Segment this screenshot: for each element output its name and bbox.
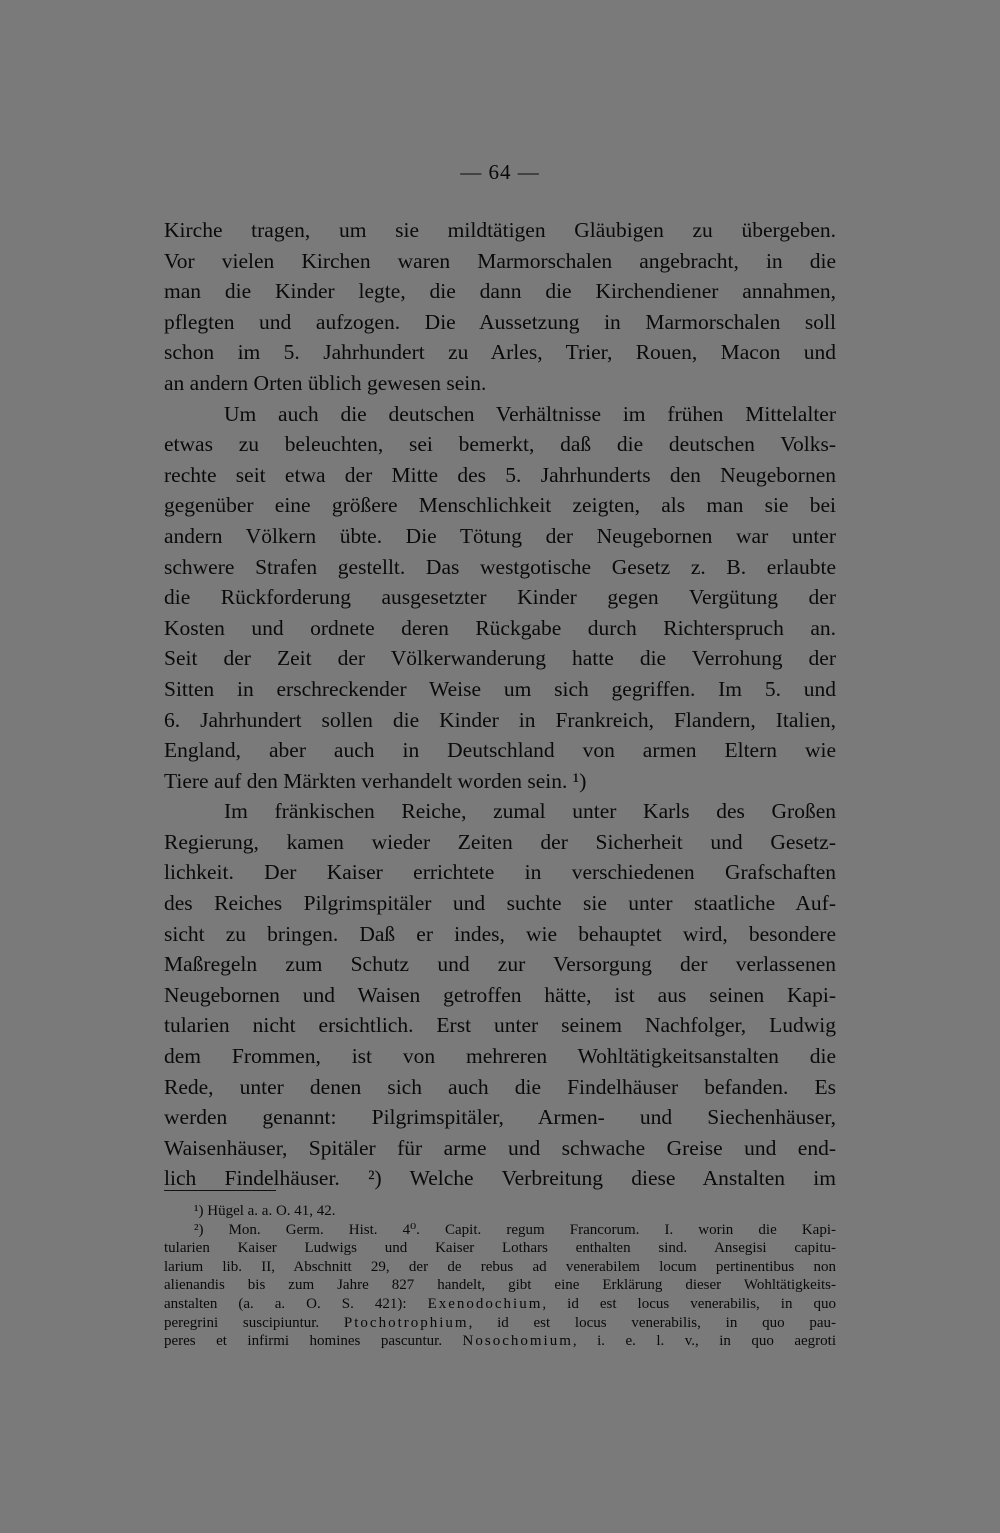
text-line: man die Kinder legte, die dann die Kirchendiener annahmen,	[164, 279, 836, 304]
text-line: dem Frommen, ist von mehreren Wohltätigkeitsanstalten die	[164, 1044, 836, 1069]
text-line: schon im 5. Jahrhundert zu Arles, Trier, Rouen, Macon und	[164, 340, 836, 365]
text-line: lichkeit. Der Kaiser errichtete in verschiedenen Grafschaften	[164, 860, 836, 885]
spaced-term: Ptochotrophium	[343, 1314, 469, 1331]
text-line: pflegten und aufzogen. Die Aussetzung in Marmorschalen soll	[164, 309, 836, 334]
text-line: schwere Strafen gestellt. Das westgotische Gesetz z. B. erlaubte	[164, 554, 836, 579]
footnote-2-line	[164, 1332, 836, 1351]
text-line: Vor vielen Kirchen waren Marmorschalen angebracht, in die	[164, 248, 836, 273]
footnotes	[164, 1202, 836, 1351]
footnote-text: peregrini suscipiuntur.	[164, 1314, 344, 1331]
text-line: die Rückforderung ausgesetzter Kinder gegen Vergütung der	[164, 585, 836, 610]
footnote-2-line	[164, 1314, 836, 1333]
text-line: Kosten und ordnete deren Rückgabe durch Richterspruch an.	[164, 615, 836, 640]
text-line: des Reiches Pilgrimspitäler und suchte sie unter staatliche Auf-	[164, 891, 836, 916]
spaced-term: Nosochomium	[462, 1333, 573, 1350]
text-line: werden genannt: Pilgrimspitäler, Armen- und Siechenhäuser,	[164, 1105, 836, 1130]
text-line: gegenüber eine größere Menschlichkeit zeigten, als man sie bei	[164, 493, 836, 518]
text-line: tularien nicht ersichtlich. Erst unter seinem Nachfolger, Ludwig	[164, 1013, 836, 1038]
text-line: Neugebornen und Waisen getroffen hätte, ist aus seinen Kapi-	[164, 982, 836, 1007]
text-line: sicht zu bringen. Daß er indes, wie behauptet wird, besondere	[164, 921, 836, 946]
text-line: Rede, unter denen sich auch die Findelhäuser befanden. Es	[164, 1074, 836, 1099]
text-line: Waisenhäuser, Spitäler für arme und schwache Greise und end-	[164, 1135, 836, 1160]
text-line: andern Völkern übte. Die Tötung der Neugebornen war unter	[164, 523, 836, 548]
text-line: rechte seit etwa der Mitte des 5. Jahrhunderts den Neugebornen	[164, 462, 836, 487]
body-text	[164, 215, 836, 1194]
footnote-2-line: tularien Kaiser Ludwigs und Kaiser Lothars enthalten sind. Ansegisi capitu-	[164, 1240, 836, 1257]
page-number: — 64 —	[460, 160, 540, 184]
text-line: etwas zu beleuchten, sei bemerkt, daß die deutschen Volks-	[164, 432, 836, 457]
footnote-text: peres et infirmi homines pascuntur.	[164, 1333, 463, 1350]
footnote-divider	[164, 1190, 276, 1191]
text-line: Um auch die deutschen Verhältnisse im frühen Mittelalter	[224, 401, 836, 426]
spaced-term: Exenodochium	[427, 1295, 543, 1312]
footnote-2-line	[164, 1295, 836, 1314]
text-line: England, aber auch in Deutschland von armen Eltern wie	[164, 738, 836, 763]
footnote-text: , i. e. l. v., in quo aegroti	[572, 1333, 836, 1350]
footnote-2-line: ²) Mon. Germ. Hist. 4⁰. Capit. regum Francorum. I. worin die Kapi-	[194, 1221, 836, 1238]
text-line: Kirche tragen, um sie mildtätigen Gläubigen zu übergeben.	[164, 218, 836, 242]
text-line: Regierung, kamen wieder Zeiten der Sicherheit und Gesetz-	[164, 829, 836, 854]
text-line: lich Findelhäuser. ²) Welche Verbreitung diese Anstalten im	[164, 1166, 836, 1191]
text-line: Maßregeln zum Schutz und zur Versorgung der verlassenen	[164, 952, 836, 977]
footnote-text: , id est locus venerabilis, in quo pau-	[468, 1314, 836, 1331]
text-line: 6. Jahrhundert sollen die Kinder in Frankreich, Flandern, Italien,	[164, 707, 836, 732]
footnote-2-line: larium lib. II, Abschnitt 29, der de rebus ad venerabilem locum pertinentibus non	[164, 1258, 836, 1275]
text-line: an andern Orten üblich gewesen sein.	[164, 370, 487, 395]
footnote-2-line: alienandis bis zum Jahre 827 handelt, gibt eine Erklärung dieser Wohltätigkeits-	[164, 1277, 836, 1294]
footnote-text: anstalten (a. a. O. S. 421):	[164, 1295, 428, 1312]
footnote-text: , id est locus venerabilis, in quo	[542, 1295, 836, 1312]
text-line: Sitten in erschreckender Weise um sich gegriffen. Im 5. und	[164, 676, 836, 701]
text-line: Im fränkischen Reiche, zumal unter Karls des Großen	[224, 799, 836, 824]
text-line: Seit der Zeit der Völkerwanderung hatte die Verrohung der	[164, 646, 836, 671]
text-line: Tiere auf den Märkten verhandelt worden sein. ¹)	[164, 768, 587, 793]
footnote-1: ¹) Hügel a. a. O. 41, 42.	[194, 1203, 336, 1219]
